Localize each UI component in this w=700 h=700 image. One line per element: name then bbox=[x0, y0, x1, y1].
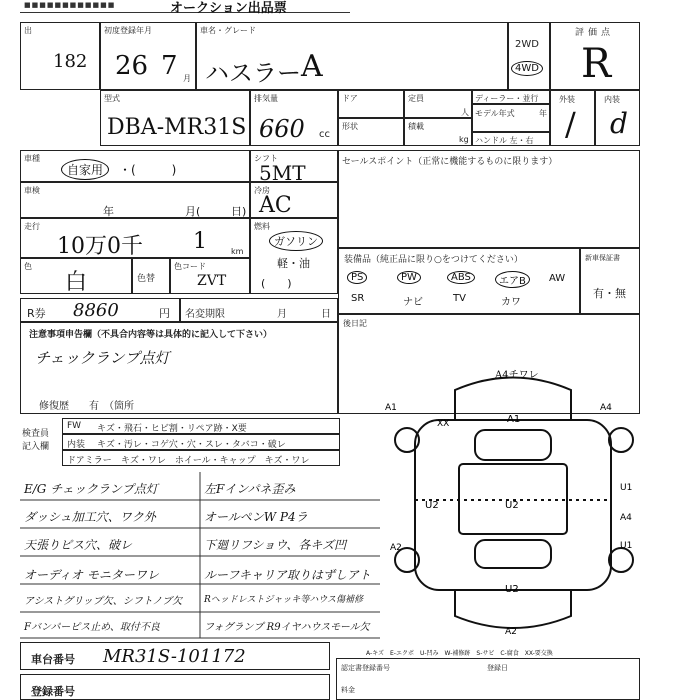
color-box bbox=[20, 258, 132, 294]
car-type-box bbox=[20, 150, 250, 182]
note-left-3: 天張りピス穴、破レ bbox=[24, 538, 133, 552]
load-box bbox=[404, 118, 472, 146]
score-label: 評価点 bbox=[575, 28, 615, 38]
mark-xx: XX bbox=[437, 419, 450, 429]
registration-box bbox=[100, 22, 196, 90]
warranty-label: 新車保証書 bbox=[585, 254, 620, 262]
fuel-value: ガソリン bbox=[269, 231, 323, 251]
name-change-day: 日 bbox=[321, 309, 331, 320]
diagram-legend: A-キズ E-エクボ U-凹み W-補修跡 S-サビ C-腐食 XX-要交換 bbox=[366, 650, 553, 657]
dealer-box bbox=[472, 90, 550, 104]
mark-u2-center: U2 bbox=[505, 500, 519, 511]
name-change-month: 月 bbox=[277, 309, 287, 320]
car-windshield bbox=[475, 430, 551, 460]
color-no-label: 色替 bbox=[137, 274, 156, 284]
mileage-value: 10万0千 bbox=[57, 234, 143, 259]
model-value: DBA-MR31S bbox=[107, 115, 247, 140]
load-unit: kg bbox=[459, 135, 469, 144]
sales-point-box bbox=[338, 150, 640, 248]
inspector-mirror-items: キズ・ワレ ホイール・キャップ キズ・ワレ bbox=[121, 456, 310, 466]
color-code-box bbox=[170, 258, 250, 294]
inspector-fw-name: FW bbox=[67, 421, 82, 431]
note-right-5: Rヘッドレストジャッキ等ハウス傷補修 bbox=[204, 595, 364, 605]
footer-box bbox=[336, 658, 640, 700]
wheel-rr bbox=[609, 548, 633, 572]
mileage-label: 走行 bbox=[24, 222, 40, 231]
displacement-box bbox=[250, 90, 338, 146]
notes-label: 注意事項申告欄（不具合内容等は具体的に記入して下さい） bbox=[29, 330, 273, 340]
displacement-label: 排気量 bbox=[254, 94, 278, 103]
vehicle-name: ハスラー bbox=[205, 59, 301, 87]
vehicle-grade: A bbox=[301, 49, 323, 84]
color-code-label: 色コード bbox=[174, 262, 206, 271]
mileage-suffix: 1 bbox=[193, 229, 207, 254]
lot-number: 182 bbox=[53, 51, 88, 72]
shift-label: シフト bbox=[254, 154, 278, 163]
tracking-code: ■■■■■■■■■■■■ bbox=[24, 1, 116, 9]
color-label: 色 bbox=[24, 262, 32, 271]
warranty-box bbox=[580, 248, 640, 314]
notes-text: チェックランプ点灯 bbox=[35, 349, 170, 367]
mark-a4-right: A4 bbox=[620, 513, 632, 523]
mark-a2-left: A2 bbox=[390, 543, 402, 553]
note-left-6: Fバンパーピス止め、取付不良 bbox=[24, 622, 160, 633]
mark-a4-topright: A4 bbox=[600, 403, 612, 413]
chassis-value: MR31S-101172 bbox=[103, 646, 246, 667]
color-code-value: ZVT bbox=[197, 273, 227, 289]
registration-month: 7 bbox=[161, 51, 178, 81]
capacity-box bbox=[404, 90, 472, 118]
inspection-month: 月( bbox=[185, 205, 201, 218]
inspection-day: 日) bbox=[231, 205, 247, 218]
inspector-row-fw bbox=[62, 418, 340, 434]
interior-value: d bbox=[610, 107, 628, 140]
note-right-3: 下廻リフショウ、各キズ凹 bbox=[204, 538, 347, 552]
vehicle-box bbox=[196, 22, 508, 90]
note-left-2: ダッシュ加工穴、ワク外 bbox=[24, 510, 156, 524]
mark-bottom: A2 bbox=[505, 627, 517, 637]
mark-u1-right: U1 bbox=[620, 483, 633, 493]
handle-label: ハンドル 左・右 bbox=[475, 136, 534, 145]
shift-box bbox=[250, 150, 338, 185]
inspector-label-box bbox=[20, 418, 60, 466]
doors-box bbox=[338, 90, 404, 118]
inspector-row-interior bbox=[62, 434, 340, 450]
notes-grid-lines bbox=[20, 472, 382, 640]
shape-box bbox=[338, 118, 404, 146]
mark-top: A4チワレ bbox=[495, 370, 539, 381]
r-ticket-label: R券 bbox=[27, 307, 46, 320]
notes-box bbox=[20, 322, 338, 414]
note-right-1: 左Fインパネ歪み bbox=[204, 482, 296, 496]
fuel-paren: ( ) bbox=[261, 277, 292, 290]
note-left-1: E/G チェックランプ点灯 bbox=[24, 482, 158, 496]
model-box bbox=[100, 90, 250, 146]
car-type-rest: ・( ) bbox=[119, 163, 177, 177]
equip-leather: カワ bbox=[501, 297, 521, 308]
shape-label: 形状 bbox=[342, 122, 358, 131]
color-value: 白 bbox=[65, 270, 88, 295]
inspector-row-mirror bbox=[62, 450, 340, 466]
drive-2wd: 2WD bbox=[515, 39, 539, 50]
equip-ps: PS bbox=[347, 271, 367, 284]
reg-no-label: 登録番号 bbox=[31, 685, 75, 698]
sales-point-label: セールスポイント（正常に機能するものに限ります） bbox=[342, 157, 558, 167]
footer-label-1: 認定書登録番号 bbox=[341, 664, 390, 672]
exterior-label: 外装 bbox=[559, 95, 575, 104]
doors-label: ドア bbox=[342, 94, 358, 103]
dealer-label: ディーラー・並行 bbox=[475, 94, 539, 103]
capacity-unit: 人 bbox=[461, 108, 469, 117]
fuel-box bbox=[250, 218, 338, 294]
mark-a1-left: A1 bbox=[385, 403, 397, 413]
equip-tv: TV bbox=[453, 293, 466, 304]
car-type-value: 自家用 bbox=[61, 159, 109, 180]
equipment-label: 装備品（純正品に限り○をつけてください） bbox=[344, 255, 523, 265]
repair-history: 修復歴 有 （箇所 bbox=[39, 401, 134, 412]
handle-box bbox=[472, 132, 550, 146]
registration-year: 26 bbox=[115, 51, 149, 81]
note-right-6: フォグランプ R9イヤハウスモール欠 bbox=[204, 622, 370, 633]
capacity-label: 定員 bbox=[408, 94, 424, 103]
footer-label-2: 登録日 bbox=[487, 664, 508, 672]
equip-pw: PW bbox=[397, 271, 421, 284]
inspection-label: 車検 bbox=[24, 186, 40, 195]
note-right-4: ルーフキャリア取りはずしアト bbox=[204, 568, 371, 582]
model-label: 型式 bbox=[104, 94, 120, 103]
interior-label: 内装 bbox=[604, 95, 620, 104]
month-unit: 月 bbox=[183, 74, 191, 83]
model-year-box bbox=[472, 104, 550, 132]
model-year-label: モデル年式 bbox=[475, 109, 515, 118]
chassis-box bbox=[20, 642, 330, 670]
score-box bbox=[550, 22, 640, 90]
note-left-5: アシストグリップ欠、シフトノブ欠 bbox=[24, 596, 183, 607]
chassis-label: 車台番号 bbox=[31, 653, 75, 666]
exterior-value: / bbox=[565, 105, 576, 143]
r-ticket-box bbox=[20, 298, 180, 322]
mark-u2-rear: U2 bbox=[505, 584, 519, 595]
load-label: 積載 bbox=[408, 122, 424, 131]
car-diagram bbox=[385, 360, 645, 640]
mileage-unit: km bbox=[231, 247, 244, 256]
mileage-box bbox=[20, 218, 250, 258]
inspector-fw-items: キズ・飛石・ヒビ割・リペア跡・X要 bbox=[97, 424, 247, 434]
fuel-label: 燃料 bbox=[254, 222, 270, 231]
header-strip bbox=[20, 0, 350, 16]
equip-aw: AW bbox=[549, 273, 566, 284]
mark-u2-left: U2 bbox=[425, 500, 439, 511]
inspector-interior-items: キズ・汚レ・コゲ穴・穴・スレ・タバコ・破レ bbox=[97, 440, 286, 450]
interior-box bbox=[595, 90, 640, 146]
equip-abs: ABS bbox=[447, 271, 475, 284]
model-year-unit: 年 bbox=[539, 109, 547, 118]
car-rear-window bbox=[475, 540, 551, 568]
lot-box bbox=[20, 22, 100, 90]
sheet-title: オークション出品票 bbox=[170, 1, 287, 16]
displacement-unit: cc bbox=[319, 129, 330, 140]
drive-box bbox=[508, 22, 550, 90]
cooling-value: AC bbox=[259, 193, 292, 218]
lot-label: 出 bbox=[24, 26, 32, 35]
equip-navi: ナビ bbox=[403, 297, 423, 308]
note-left-4: オーディオ モニターワレ bbox=[24, 568, 159, 582]
exterior-box bbox=[550, 90, 595, 146]
car-rear bbox=[455, 590, 571, 628]
score-value: R bbox=[581, 41, 612, 87]
wheel-fr bbox=[609, 428, 633, 452]
equip-sr: SR bbox=[351, 293, 365, 304]
r-ticket-value: 8860 bbox=[73, 300, 119, 321]
drive-4wd: 4WD bbox=[511, 61, 543, 76]
cooling-box bbox=[250, 182, 338, 218]
fuel-sub: 軽・油 bbox=[277, 257, 310, 270]
registration-label: 初度登録年月 bbox=[104, 26, 152, 35]
inspector-interior-name: 内装 bbox=[67, 440, 86, 450]
inspection-box bbox=[20, 182, 250, 218]
name-change-box bbox=[180, 298, 338, 322]
note-right-2: オールペンW P4ラ bbox=[204, 510, 308, 524]
r-ticket-unit: 円 bbox=[159, 307, 170, 320]
footer-label-3: 料金 bbox=[341, 686, 355, 694]
inspection-year: 年 bbox=[103, 205, 114, 218]
equipment-box bbox=[338, 248, 580, 314]
displacement-value: 660 bbox=[259, 115, 305, 143]
name-change-label: 名変期限 bbox=[185, 309, 225, 320]
mark-a1-top: A1 bbox=[507, 414, 521, 425]
car-type-label: 車種 bbox=[24, 154, 40, 163]
shift-value: 5MT bbox=[259, 161, 306, 185]
warranty-value: 有・無 bbox=[593, 287, 626, 300]
color-no-box bbox=[132, 258, 170, 294]
reg-no-box bbox=[20, 674, 330, 700]
other-label: 後日記 bbox=[343, 319, 367, 328]
cooling-label: 冷房 bbox=[254, 186, 270, 195]
mark-u1-right2: U1 bbox=[620, 541, 633, 551]
inspector-label: 検査員記入欄 bbox=[22, 429, 50, 452]
inspector-mirror-name: ドアミラー bbox=[67, 456, 112, 466]
equip-airbag: エアB bbox=[495, 271, 530, 288]
vehicle-label: 車名・グレード bbox=[200, 26, 256, 35]
